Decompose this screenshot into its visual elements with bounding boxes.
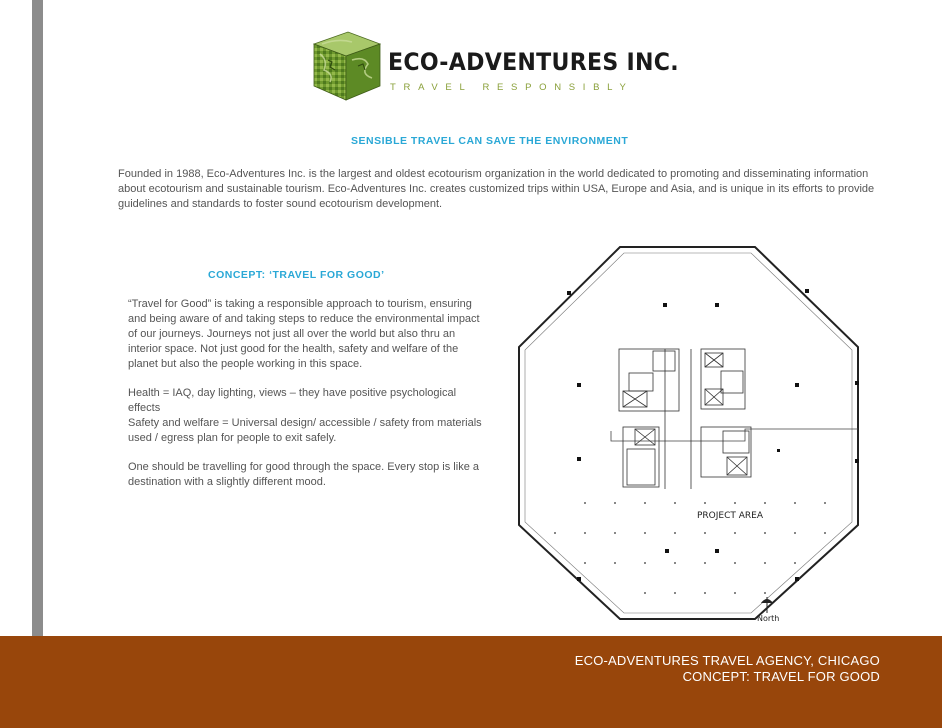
eco-cube-logo-icon [308, 30, 384, 102]
concept-paragraph: Health = IAQ, day lighting, views – they have positive psychological effects [128, 387, 457, 414]
concept-paragraph: One should be travelling for good through the space. Every stop is like a destination with a slightly different mood. [128, 461, 479, 488]
footer-band [0, 636, 942, 728]
brand-name: ECO-ADVENTURES INC. [388, 48, 679, 76]
floor-plan-drawing [515, 243, 862, 623]
concept-paragraph: Safety and welfare = Universal design/ accessible / safety from materials used / egress plan for people to exit safely. [128, 417, 482, 444]
concept-paragraph: “Travel for Good” is taking a responsible approach to tourism, ensuring and being aware of and taking steps to reduce the environmental impact of our journeys. Journeys not just all over the world but also thru an interior space. Not just good for the health, safety and welfare of the planet but also the people working in this space. [128, 298, 480, 370]
concept-text-column [128, 297, 488, 504]
brand-tagline: TRAVEL RESPONSIBLY [390, 82, 634, 93]
footer-concept-line: CONCEPT: TRAVEL FOR GOOD [682, 669, 880, 684]
intro-paragraph: Founded in 1988, Eco-Adventures Inc. is the largest and oldest ecotourism organization in the world dedicated to promoting and disseminating information about ecotourism and sustainable tourism. Eco-Adventures Inc. creates customized trips within USA, Europe and Asia, and is unique in its efforts to provide guidelines and standards to foster sound ecotourism development. [118, 168, 875, 210]
project-area-label: PROJECT AREA [697, 511, 764, 521]
north-label: North [757, 614, 780, 623]
page-headline: SENSIBLE TRAVEL CAN SAVE THE ENVIRONMENT [351, 135, 629, 147]
concept-heading: CONCEPT: ‘TRAVEL FOR GOOD’ [208, 269, 385, 281]
footer-agency-line: ECO-ADVENTURES TRAVEL AGENCY, CHICAGO [574, 653, 880, 668]
left-margin-bar [32, 0, 43, 728]
